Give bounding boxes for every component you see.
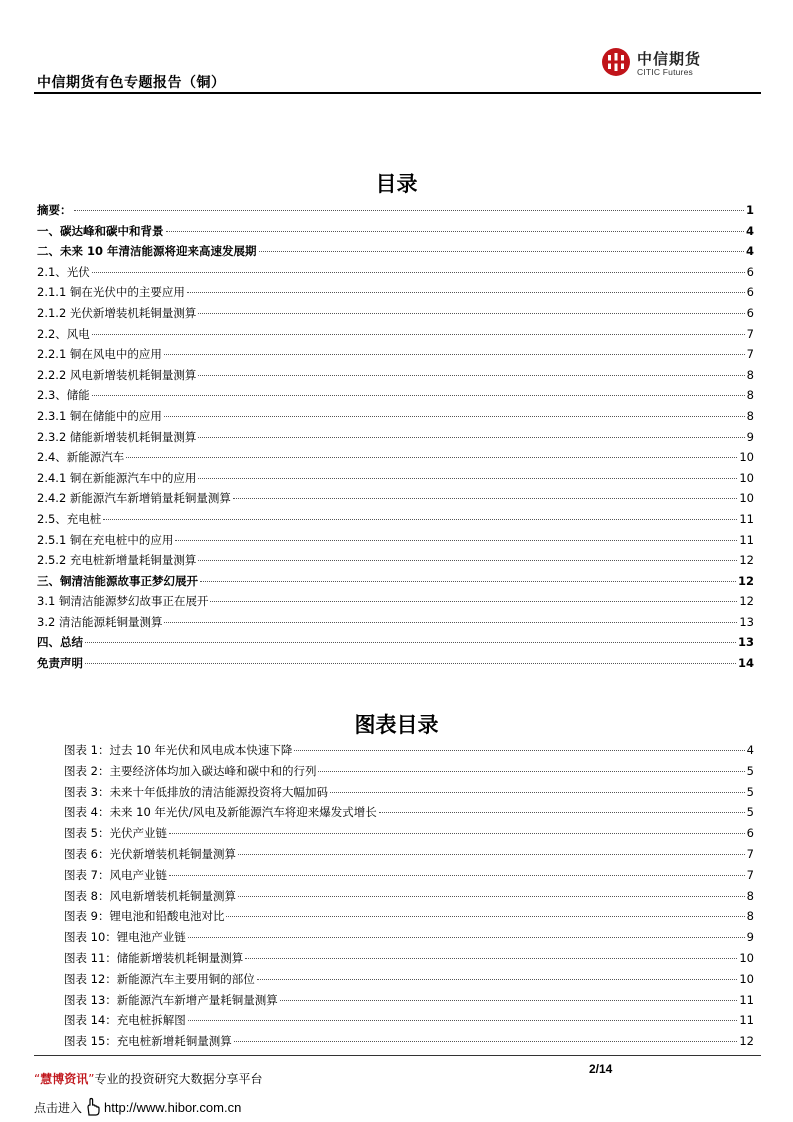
figure-entry-page: 9 [746,930,754,945]
dot-leader [198,313,744,314]
toc-entry[interactable] [37,305,754,326]
dot-leader [210,601,737,602]
promo-line [34,1070,262,1087]
toc-entry[interactable] [37,264,754,285]
toc-entry-page: 4 [745,223,754,238]
toc-entry-label: 3.1 铜清洁能源梦幻故事正在展开 [37,594,209,609]
figure-entry[interactable] [64,888,754,909]
dot-leader [175,540,737,541]
toc-entry[interactable] [37,326,754,347]
dot-leader [92,395,745,396]
toc-entry-label: 3.2 清洁能源耗铜量测算 [37,614,163,629]
figure-entry[interactable] [64,908,754,929]
toc-entry-page: 10 [739,450,754,465]
figure-entry[interactable] [64,1012,754,1033]
toc-entry-page: 14 [737,656,754,671]
figure-entry-page: 7 [746,867,754,882]
dot-leader [74,210,744,211]
dot-leader [198,560,737,561]
toc-entry[interactable] [37,532,754,553]
toc-entry-label: 2.1、光伏 [37,264,90,279]
figure-entry[interactable] [64,784,754,805]
dot-leader [164,354,745,355]
figure-entry-page: 10 [739,971,754,986]
figure-entry[interactable] [64,992,754,1013]
toc-entry-page: 9 [746,429,754,444]
dot-leader [379,812,745,813]
figure-entry[interactable] [64,971,754,992]
figure-entry-page: 5 [746,763,754,778]
toc-entry-page: 7 [746,326,754,341]
toc-entry-label: 2.5、充电桩 [37,511,102,526]
figure-entry-page: 11 [739,1013,754,1028]
toc-entry-label: 2.1.1 铜在光伏中的主要应用 [37,285,185,300]
toc-entry-page: 8 [746,367,754,382]
dot-leader [226,916,744,917]
promo-text: 专业的投资研究大数据分享平台 [94,1072,263,1086]
figure-toc-heading: 图表目录 [354,713,439,737]
dot-leader [85,642,736,643]
toc-entry-label: 2.4.2 新能源汽车新增销量耗铜量测算 [37,491,231,506]
figure-entry-label: 图表 6：光伏新增装机耗铜量测算 [64,846,236,861]
toc-entry[interactable] [37,511,754,532]
toc-entry-label: 2.3.2 储能新增装机耗铜量测算 [37,429,197,444]
figure-entry[interactable] [64,867,754,888]
figure-entry-page: 12 [739,1034,754,1049]
figure-entry-page: 4 [746,743,754,757]
figure-table-of-contents [64,742,754,1054]
hibor-link[interactable]: http://www.hibor.com.cn [104,1099,242,1115]
figure-entry-page: 6 [746,826,754,841]
figure-entry-page: 8 [746,888,754,903]
toc-entry[interactable] [37,284,754,305]
figure-entry-label: 图表 3：未来十年低排放的清洁能源投资将大幅加码 [64,784,328,799]
toc-entry-label: 2.2.2 风电新增装机耗铜量测算 [37,367,197,382]
toc-entry-label: 2.4、新能源汽车 [37,450,125,465]
logo-english-name: CITIC Futures [637,67,693,77]
toc-entry-page: 7 [746,347,754,362]
toc-entry[interactable] [37,408,754,429]
figure-entry[interactable] [64,846,754,867]
dot-leader [200,581,736,582]
promo-open-quote: “ [34,1072,41,1086]
toc-entry-label: 2.3.1 铜在储能中的应用 [37,408,162,423]
figure-entry-page: 10 [739,950,754,965]
report-title: 中信期货有色专题报告（铜） [37,75,226,91]
toc-entry-page: 10 [739,491,754,506]
toc-entry-label: 一、碳达峰和碳中和背景 [37,223,164,238]
dot-leader [198,478,737,479]
toc-entry-page: 4 [745,244,754,259]
dot-leader [257,979,738,980]
toc-heading: 目录 [375,172,418,196]
figure-entry[interactable] [64,929,754,950]
toc-entry[interactable] [37,655,754,676]
toc-entry-page: 6 [746,305,754,320]
dot-leader [103,519,737,520]
toc-entry-page: 11 [739,532,754,547]
toc-entry[interactable] [37,614,754,635]
dot-leader [198,437,744,438]
toc-entry[interactable] [37,243,754,264]
figure-entry-label: 图表 10：锂电池产业链 [64,930,186,945]
toc-entry-page: 8 [746,388,754,403]
header-divider [34,92,761,94]
citic-futures-logo [601,47,731,83]
dot-leader [188,1020,738,1021]
figure-entry-page: 8 [746,909,754,924]
citic-logo-icon [601,47,631,77]
toc-entry-page: 10 [739,470,754,485]
toc-entry[interactable] [37,223,754,244]
toc-entry-page: 8 [746,408,754,423]
toc-entry[interactable] [37,202,754,223]
toc-entry-label: 2.2、风电 [37,326,90,341]
figure-entry-label: 图表 14：充电桩拆解图 [64,1013,186,1028]
dot-leader [330,792,745,793]
dot-leader [233,498,737,499]
pointing-hand-icon [83,1097,103,1117]
toc-entry-label: 四、总结 [37,635,83,650]
toc-entry[interactable] [37,470,754,491]
toc-entry-label: 摘要： [37,203,72,217]
dot-leader [238,854,745,855]
click-text: 点击进入 [34,1100,83,1115]
figure-entry-page: 5 [746,784,754,799]
dot-leader [280,1000,738,1001]
dot-leader [187,292,745,293]
toc-entry-label: 2.2.1 铜在风电中的应用 [37,347,162,362]
figure-entry-page: 11 [739,992,754,1007]
toc-entry-label: 三、铜清洁能源故事正梦幻展开 [37,573,198,588]
figure-entry[interactable] [64,1033,754,1054]
dot-leader [318,771,744,772]
toc-entry[interactable] [37,593,754,614]
page-number: 2/14 [589,1062,613,1076]
toc-entry-page: 1 [745,203,754,217]
promo-close-quote: ” [88,1072,95,1086]
toc-entry[interactable] [37,449,754,470]
toc-entry-label: 2.1.2 光伏新增装机耗铜量测算 [37,305,197,320]
toc-entry-label: 2.4.1 铜在新能源汽车中的应用 [37,470,197,485]
figure-entry-label: 图表 13：新能源汽车新增产量耗铜量测算 [64,992,278,1007]
toc-entry-label: 二、未来 10 年清洁能源将迎来高速发展期 [37,244,257,259]
figure-entry[interactable] [64,804,754,825]
dot-leader [238,896,745,897]
table-of-contents [37,202,754,676]
figure-entry-label: 图表 2：主要经济体均加入碳达峰和碳中和的行列 [64,763,317,778]
logo-chinese-name: 中信期货 [637,50,702,68]
dot-leader [92,272,745,273]
dot-leader [198,375,744,376]
toc-entry-label: 2.5.2 充电桩新增量耗铜量测算 [37,553,197,568]
figure-entry-label: 图表 15：充电桩新增耗铜量测算 [64,1034,232,1049]
toc-entry[interactable] [37,346,754,367]
toc-entry[interactable] [37,552,754,573]
figure-entry-page: 7 [746,846,754,861]
figure-entry-label: 图表 5：光伏产业链 [64,826,167,841]
dot-leader [85,663,736,664]
figure-entry-label: 图表 11：储能新增装机耗铜量测算 [64,950,244,965]
toc-entry-page: 11 [739,511,754,526]
dot-leader [188,937,745,938]
toc-entry[interactable] [37,490,754,511]
dot-leader [164,622,737,623]
toc-entry-page: 12 [739,594,754,609]
dot-leader [259,251,744,252]
figure-entry-label: 图表 1：过去 10 年光伏和风电成本快速下降 [64,743,293,757]
figure-entry-label: 图表 9：锂电池和铅酸电池对比 [64,909,225,924]
toc-entry[interactable] [37,573,754,594]
toc-entry-page: 13 [739,614,754,629]
dot-leader [126,457,737,458]
figure-entry-page: 5 [746,805,754,820]
figure-entry-label: 图表 7：风电产业链 [64,867,167,882]
dot-leader [92,334,745,335]
toc-entry[interactable] [37,634,754,655]
click-line [34,1097,241,1117]
dot-leader [164,416,745,417]
dot-leader [234,1041,738,1042]
dot-leader [245,958,737,959]
toc-entry-label: 免责声明 [37,656,83,671]
toc-entry[interactable] [37,387,754,408]
figure-entry[interactable] [64,742,754,763]
promo-brand[interactable]: 慧博资讯 [40,1072,89,1086]
figure-entry[interactable] [64,950,754,971]
dot-leader [169,875,745,876]
toc-entry-page: 6 [746,285,754,300]
dot-leader [294,750,744,751]
toc-entry[interactable] [37,367,754,388]
figure-entry-label: 图表 8：风电新增装机耗铜量测算 [64,888,236,903]
toc-entry-page: 12 [737,573,754,588]
dot-leader [169,833,745,834]
toc-entry[interactable] [37,429,754,450]
toc-entry-page: 13 [737,635,754,650]
figure-entry-label: 图表 4：未来 10 年光伏/风电及新能源汽车将迎来爆发式增长 [64,805,377,820]
toc-entry-label: 2.3、储能 [37,388,90,403]
dot-leader [166,231,744,232]
figure-entry[interactable] [64,825,754,846]
footer-divider [34,1055,761,1056]
toc-entry-page: 12 [739,553,754,568]
toc-entry-label: 2.5.1 铜在充电桩中的应用 [37,532,174,547]
toc-entry-page: 6 [746,264,754,279]
figure-entry[interactable] [64,763,754,784]
figure-entry-label: 图表 12：新能源汽车主要用铜的部位 [64,971,255,986]
